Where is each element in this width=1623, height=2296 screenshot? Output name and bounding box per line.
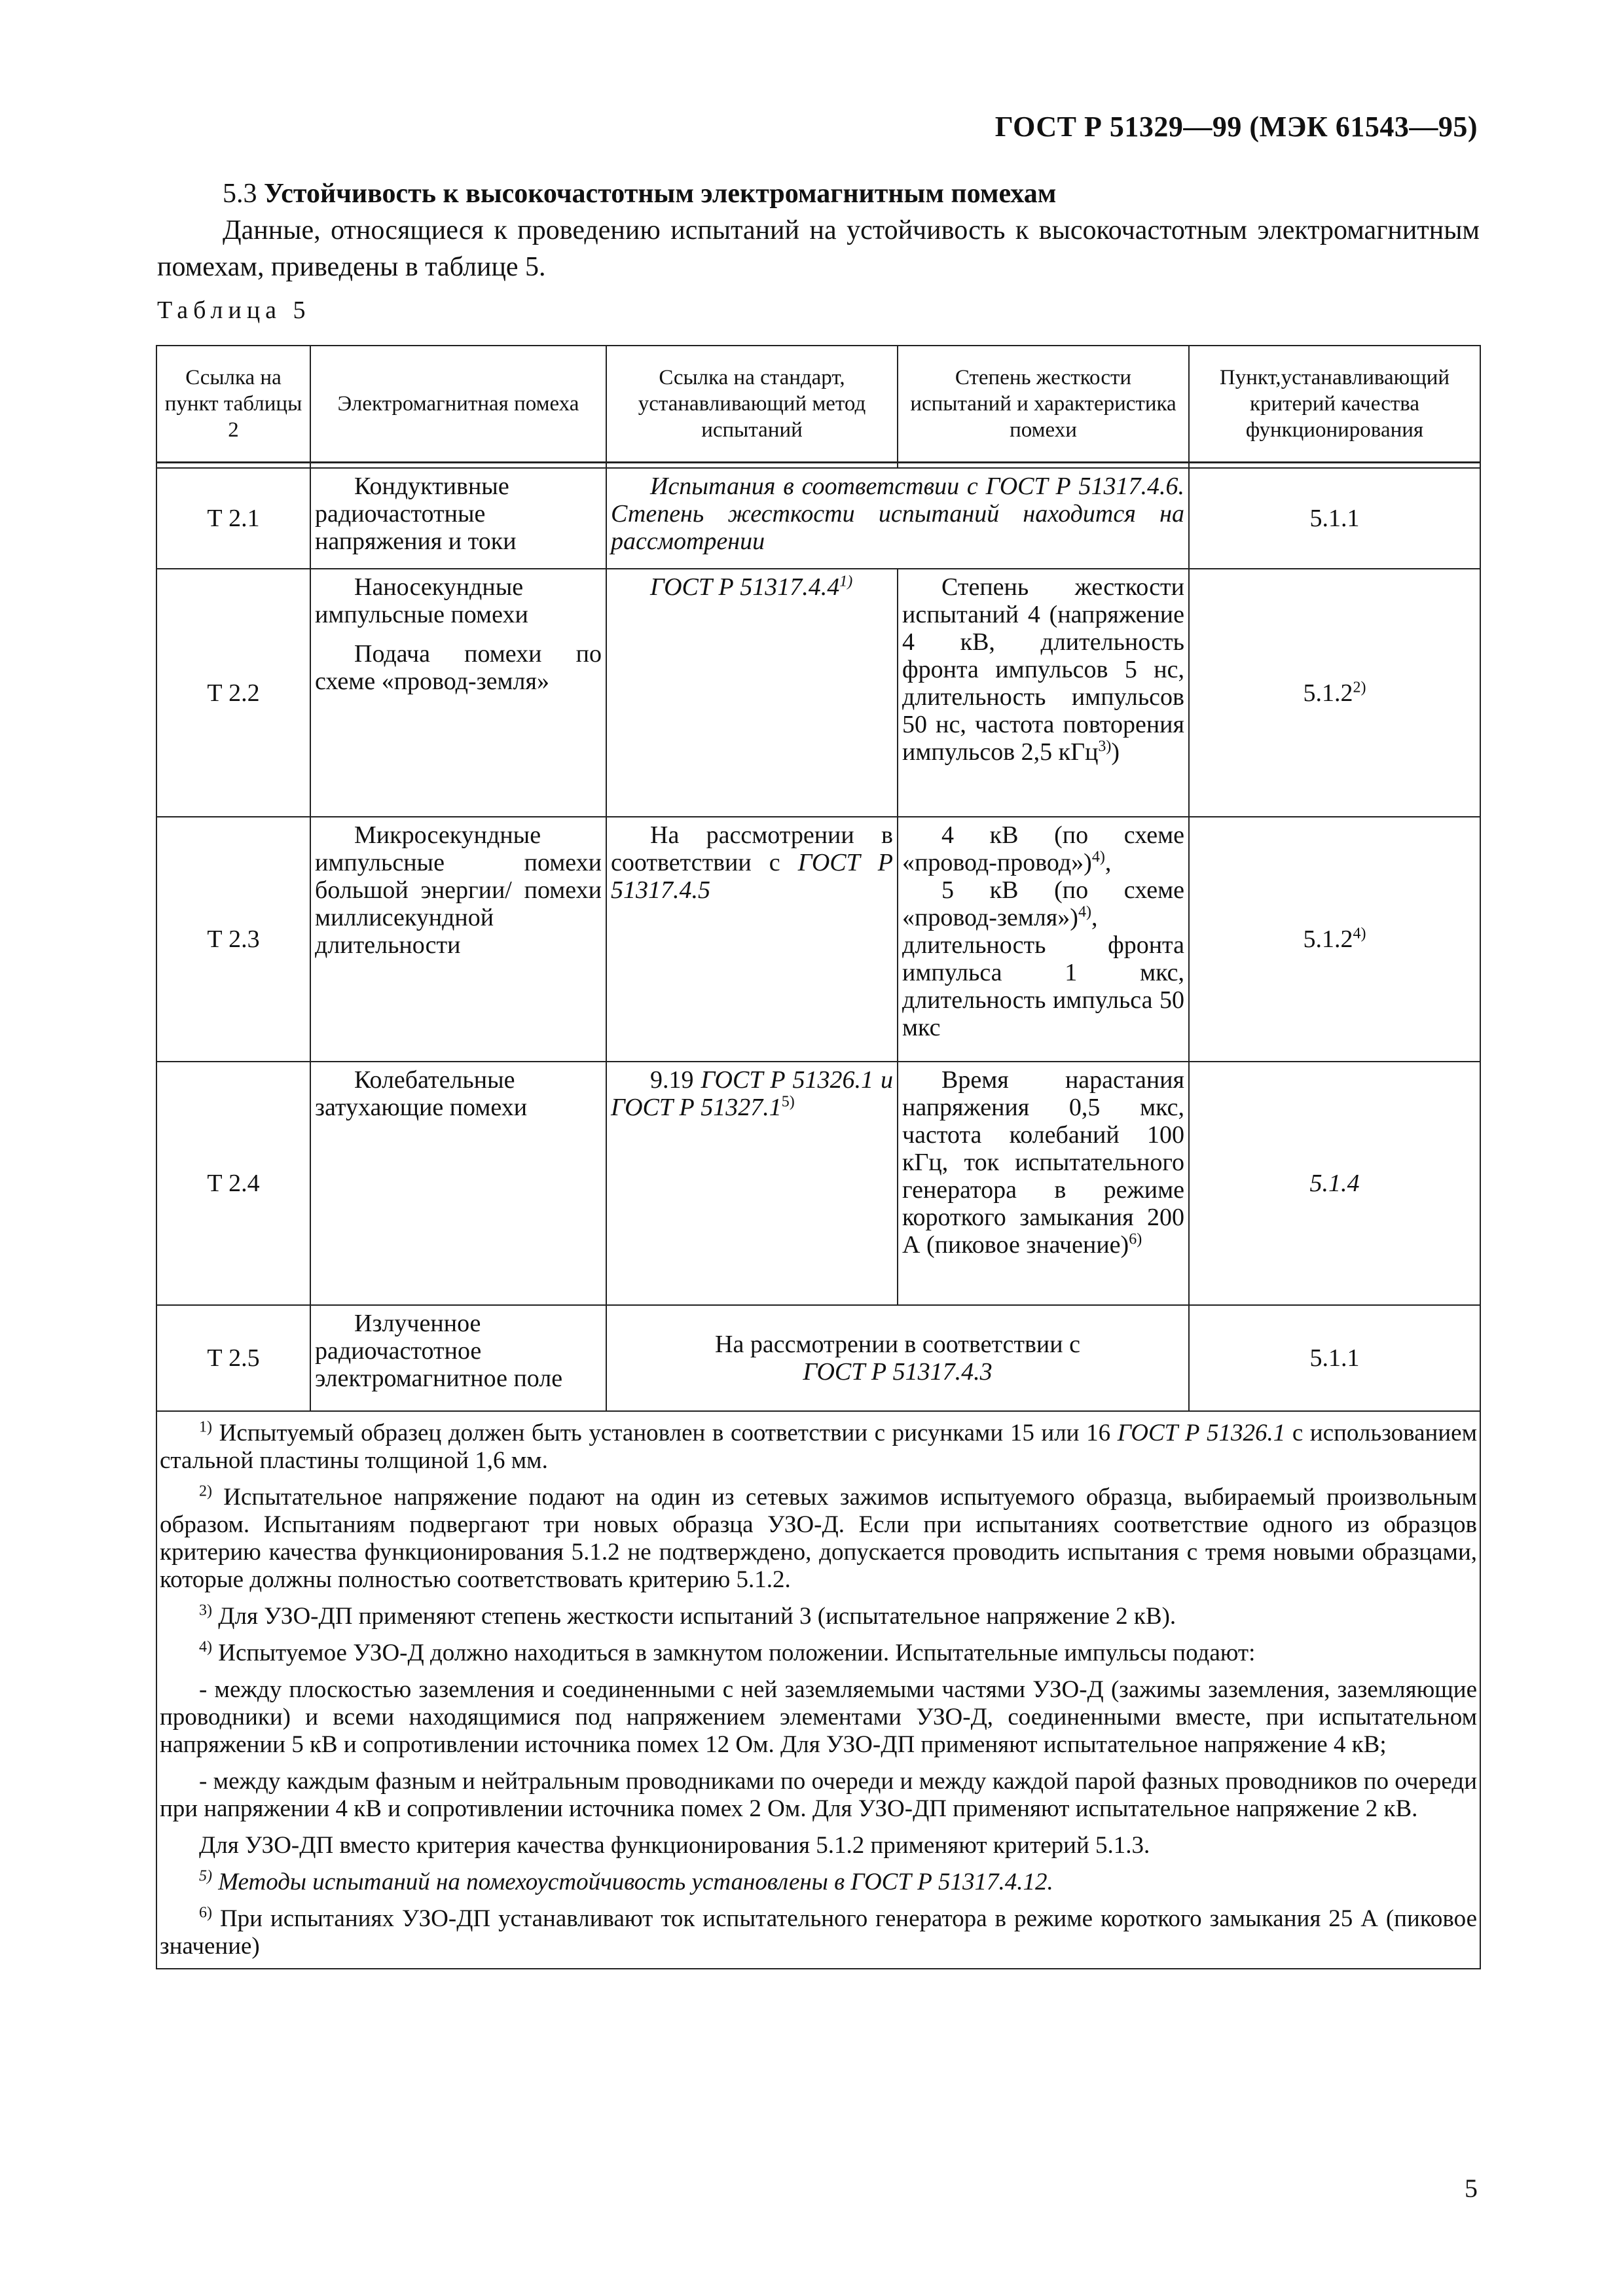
row-criterion-text: 5.1.2	[1303, 679, 1353, 707]
row-disturbance: Кондуктивные радиочастотные напряжения и токи	[310, 468, 606, 569]
footnote-ref: 3)	[1098, 738, 1112, 755]
footnote-4-tail: Для УЗО-ДП вместо критерия качества функционирования 5.1.2 применяют критерий 5.1.3.	[199, 1832, 1150, 1859]
row-merged-text: На рассмотрении в соответствии с	[715, 1331, 1080, 1358]
section-heading: Устойчивость к высокочастотным электромагнитным помехам	[264, 179, 1057, 209]
table-row	[156, 1062, 1480, 1305]
row-standard-ref: ГОСТ Р 51317.4.5	[611, 849, 894, 904]
table-row	[156, 569, 1480, 817]
row-standard	[606, 569, 898, 817]
row-severity-text: Время нарастания напряжения 0,5 мкс, частота колебаний 100 кГц, ток испытательного генератора в режиме короткого замыкания 200 А (пиковое значение)	[902, 1066, 1184, 1259]
footnote-ref: 6)	[1129, 1230, 1142, 1248]
row-ref: Т 2.1	[156, 468, 310, 569]
row-ref: Т 2.2	[156, 569, 310, 817]
row-merged-standard: Испытания в соответствии с ГОСТ Р 51317.4.6. Степень жесткости испытаний находится на рассмотрении	[606, 468, 1189, 569]
footnote-4-item-2: - между каждым фазным и нейтральным проводниками по очереди и между каждой парой фазных проводников по очереди при напряжении 4 кВ и сопротивлении источника помех 2 Ом. Для УЗО-ДП применяют испытательное напряжение 2 кВ.	[160, 1768, 1477, 1822]
section-body-text: Данные, относящиеся к проведению испытаний на устойчивость к высокочастотным электромагнитным помехам, приведены в таблице 5.	[157, 215, 1480, 282]
footnote-5: $^{5)}$ Методы испытаний на помехоустойчивость установлены в ГОСТ Р 51317.4.12.	[199, 1867, 1053, 1895]
row-standard-ref: ГОСТ Р 51326.1 и ГОСТ Р 51327.1	[611, 1066, 893, 1121]
footnote-4-item-1: - между плоскостью заземления и соединенными с ней заземляемыми частями УЗО-Д (зажимы заземления, заземляющие проводники) и всеми находящимися под напряжением элементами УЗО-Д, соединенными вместе, при испытательном напряжении 5 кВ и сопротивлении источника помех 12 Ом. Для УЗО-ДП применяют испытательное напряжение 4 кВ;	[160, 1676, 1477, 1758]
row-severity	[898, 817, 1189, 1062]
row-standard-clause: 9.19	[650, 1066, 694, 1094]
row-standard	[606, 817, 898, 1062]
footnotes	[156, 1411, 1480, 1969]
footnote-ref: 1)	[839, 573, 853, 590]
row-severity	[898, 1062, 1189, 1305]
table-caption: Таблица 5	[157, 296, 311, 324]
footnote-ref: 2)	[1353, 678, 1366, 696]
document-code: ГОСТ Р 51329—99 (МЭК 61543—95)	[994, 111, 1478, 143]
row-criterion: 5.1.1	[1189, 1305, 1480, 1411]
row-severity-line-3: длительность фронта импульса 1 мкс, длительность импульса 50 мкс	[902, 931, 1184, 1041]
row-criterion: 5.1.2$^{4)}$	[1189, 817, 1480, 1062]
row-severity-line-2: 5 кВ (по схеме «провод-земля»)$^{4)}$,	[902, 876, 1184, 931]
row-disturbance: Колебательные затухающие помехи	[310, 1062, 606, 1305]
table-row	[156, 1305, 1480, 1411]
header-disturbance: Электромагнитная помеха	[310, 346, 606, 463]
row-severity-line-1: 4 кВ (по схеме «провод-провод»)$^{4)}$,	[902, 821, 1184, 876]
row-criterion: 5.1.4	[1189, 1062, 1480, 1305]
header-severity: Степень жесткости испытаний и характеристика помехи	[898, 346, 1189, 463]
footnote-3: $^{3)}$ Для УЗО-ДП применяют степень жесткости испытаний 3 (испытательное напряжение 2 кВ).	[199, 1602, 1176, 1630]
row-severity-tail: )	[1111, 738, 1120, 766]
row-ref: Т 2.3	[156, 817, 310, 1062]
row-severity-text: Степень жесткости испытаний 4 (напряжение 4 кВ, длительность фронта импульсов 5 нс, длительность импульсов 50 нс, частота повторения импульсов 2,5 кГц	[902, 573, 1184, 766]
row-merged-standard	[606, 1305, 1189, 1411]
table-row	[156, 817, 1480, 1062]
row-criterion: 5.1.1	[1189, 468, 1480, 569]
row-disturbance-text-2: Подача помехи по схеме «провод-земля»	[315, 640, 602, 695]
row-standard	[606, 1062, 898, 1305]
row-ref: Т 2.5	[156, 1305, 310, 1411]
row-merged-ref: ГОСТ Р 51317.4.3	[803, 1358, 993, 1386]
row-ref: Т 2.4	[156, 1062, 310, 1305]
section-title	[157, 175, 1480, 212]
footnote-4: $^{4)}$ Испытуемое УЗО-Д должно находиться в замкнутом положении. Испытательные импульсы подают:	[199, 1638, 1256, 1666]
footnote-6: $^{6)}$ При испытаниях УЗО-ДП устанавливают ток испытательного генератора в режиме короткого замыкания 25 А (пиковое значение)	[160, 1904, 1478, 1960]
row-standard-text: На рассмотрении в соответствии с	[611, 821, 893, 876]
header-ref: Ссылка на пункт таблицы 2	[156, 346, 310, 463]
table-5	[156, 345, 1481, 1969]
section-number: 5.3	[223, 179, 257, 209]
header-standard: Ссылка на стандарт, устанавливающий метод испытаний	[606, 346, 898, 463]
row-criterion	[1189, 569, 1480, 817]
header-criterion: Пункт,устанавливающий критерий качества функционирования	[1189, 346, 1480, 463]
row-disturbance-text: Наносекундные импульсные помехи	[315, 573, 528, 628]
footnote-2: $^{2)}$ Испытательное напряжение подают на один из сетевых зажимов испытуемого образца, выбираемый произвольным образом. Испытаниям подвергают три новых образца УЗО-Д. Если при испытаниях соответствие одного из образцов критерию качества функционирования 5.1.2 не подтверждено, допускается проводить испытания с тремя новыми образцами, которые должны полностью соответствовать критерию 5.1.2.	[160, 1482, 1477, 1593]
footnotes-row	[156, 1411, 1480, 1969]
footnote-ref: 5)	[781, 1093, 795, 1111]
footnote-1: $^{1)}$ Испытуемый образец должен быть установлен в соответствии с рисунками 15 или 16 ГОСТ Р 51326.1 с использованием стальной пластины толщиной 1,6 мм.	[160, 1418, 1477, 1474]
row-severity	[898, 569, 1189, 817]
table-row	[156, 468, 1480, 569]
header-separator	[156, 463, 1480, 469]
section-5-3	[157, 175, 1480, 285]
row-disturbance: Микросекундные импульсные помехи большой энергии/ помехи миллисекундной длительности	[310, 817, 606, 1062]
row-standard-ref: ГОСТ Р 51317.4.4	[650, 573, 840, 601]
table-header-row	[156, 346, 1480, 463]
row-disturbance	[310, 569, 606, 817]
row-disturbance: Излученное радиочастотное электромагнитное поле	[310, 1305, 606, 1411]
page-number: 5	[1465, 2174, 1478, 2203]
